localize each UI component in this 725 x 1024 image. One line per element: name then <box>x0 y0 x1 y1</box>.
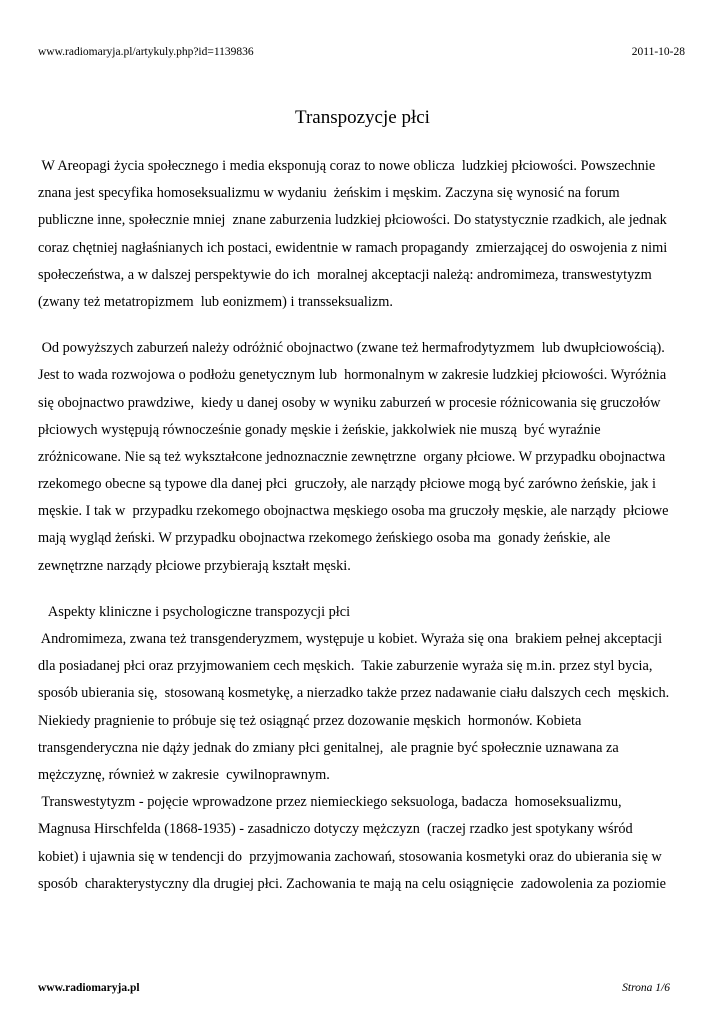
text-line: (zwany też metatropizmem lub eonizmem) i transseksualizm. <box>38 293 393 310</box>
text-line: kobiet) i ujawnia się w tendencji do przyjmowania zachowań, stosowania kosmetyki oraz do ubierania się w <box>38 848 662 865</box>
text-line: znana jest specyfika homoseksualizmu w wydaniu żeńskim i męskim. Zaczyna się wynosić na forum <box>38 185 620 202</box>
text-line: mają wygląd żeński. W przypadku obojnactwa rzekomego żeńskiego osoba ma gonady żeńskie, ale <box>38 530 611 547</box>
text-line: publiczne inne, społecznie mniej znane zaburzenia ludzkiej płciowości. Do statystycznie rzadkich, ale jednak <box>38 212 667 229</box>
text-line: Niekiedy pragnienie to próbuje się też osiągnąć przez dozowanie męskich hormonów. Kobieta <box>38 712 582 729</box>
text-line: mężczyznę, również w zakresie cywilnoprawnym. <box>38 766 330 783</box>
text-line: Andromimeza, zwana też transgenderyzmem, występuje u kobiet. Wyraża się ona brakiem pełnej akceptacji <box>38 631 663 647</box>
article-body <box>38 153 693 898</box>
text-line: sposób ubierania się, stosowaną kosmetykę, a nierzadko także przez nadawanie ciału dalszych cech męskich. <box>38 685 670 702</box>
page-header <box>38 44 685 60</box>
paragraph-gap <box>38 316 693 335</box>
text-line: się obojnactwo prawdziwe, kiedy u danej osoby w wyniku zaburzeń w procesie różnicowania się gruczołów <box>38 394 661 411</box>
text-line: płciowych występują równocześnie gonady męskie i żeńskie, jakkolwiek nie muszą być wyraźnie <box>38 421 601 438</box>
text-line: W Areopagi życia społecznego i media eksponują coraz to nowe oblicza ludzkiej płciowości. Powszechnie <box>38 158 656 174</box>
text-line: męskie. I tak w przypadku rzekomego obojnactwa męskiego osoba ma gruczoły męskie, ale narządy płciowe <box>38 503 669 520</box>
paragraph-2 <box>38 335 693 580</box>
footer-site: www.radiomaryja.pl <box>38 982 140 994</box>
paragraph-gap <box>38 580 693 599</box>
text-line: zewnętrzne narządy płciowe przybierają kształt męski. <box>38 557 351 574</box>
text-line: Od powyższych zaburzeń należy odróżnić obojnactwo (zwane też hermafrodytyzmem lub dwupłciowością). <box>38 340 665 357</box>
text-line: coraz chętniej nagłaśnianych ich postaci, ewidentnie w ramach propagandy zmierzającej do oswojenia z nimi <box>38 239 668 256</box>
text-line: zróżnicowane. Nie są też wykształcone jednoznacznie zewnętrzne organy płciowe. W przypadku obojnactwa <box>38 448 666 465</box>
paragraph-1 <box>38 153 693 316</box>
page-number: Strona 1/6 <box>622 982 670 994</box>
text-line: społeczeństwa, a w dalszej perspektywie do ich moralnej akceptacji należą: andromimeza, transwestytyzm <box>38 266 652 283</box>
text-line: rzekomego obecne są typowe dla danej płci gruczoły, ale narządy płciowe mogą być zarówno żeńskie, jak i <box>38 476 656 493</box>
text-line: Transwestytyzm - pojęcie wprowadzone przez niemieckiego seksuologa, badacza homoseksualizmu, <box>38 794 622 811</box>
text-line: Jest to wada rozwojowa o podłożu genetycznym lub hormonalnym w zakresie ludzkiej płciowości. Wyróżnia <box>38 367 667 384</box>
article-title: Transpozycje płci <box>295 107 430 128</box>
print-date: 2011-10-28 <box>631 46 685 58</box>
paragraph-3 <box>38 599 693 898</box>
section-heading: Aspekty kliniczne i psychologiczne transpozycji płci <box>38 603 351 620</box>
text-line: dla posiadanej płci oraz przyjmowaniem cech męskich. Takie zaburzenie wyraża się m.in. przez styl bycia, <box>38 658 653 675</box>
text-line: Magnusa Hirschfelda (1868-1935) - zasadniczo dotyczy mężczyzn (raczej rzadko jest spotykany wśród <box>38 821 633 838</box>
text-line: sposób charakterystyczny dla drugiej płci. Zachowania te mają na celu osiągnięcie zadowolenia za poziomie <box>38 875 667 892</box>
source-url: www.radiomaryja.pl/artykuly.php?id=1139836 <box>38 46 254 58</box>
text-line: transgenderyczna nie dąży jednak do zmiany płci genitalnej, ale pragnie być społecznie uznawana za <box>38 739 619 756</box>
page-footer <box>38 980 670 996</box>
